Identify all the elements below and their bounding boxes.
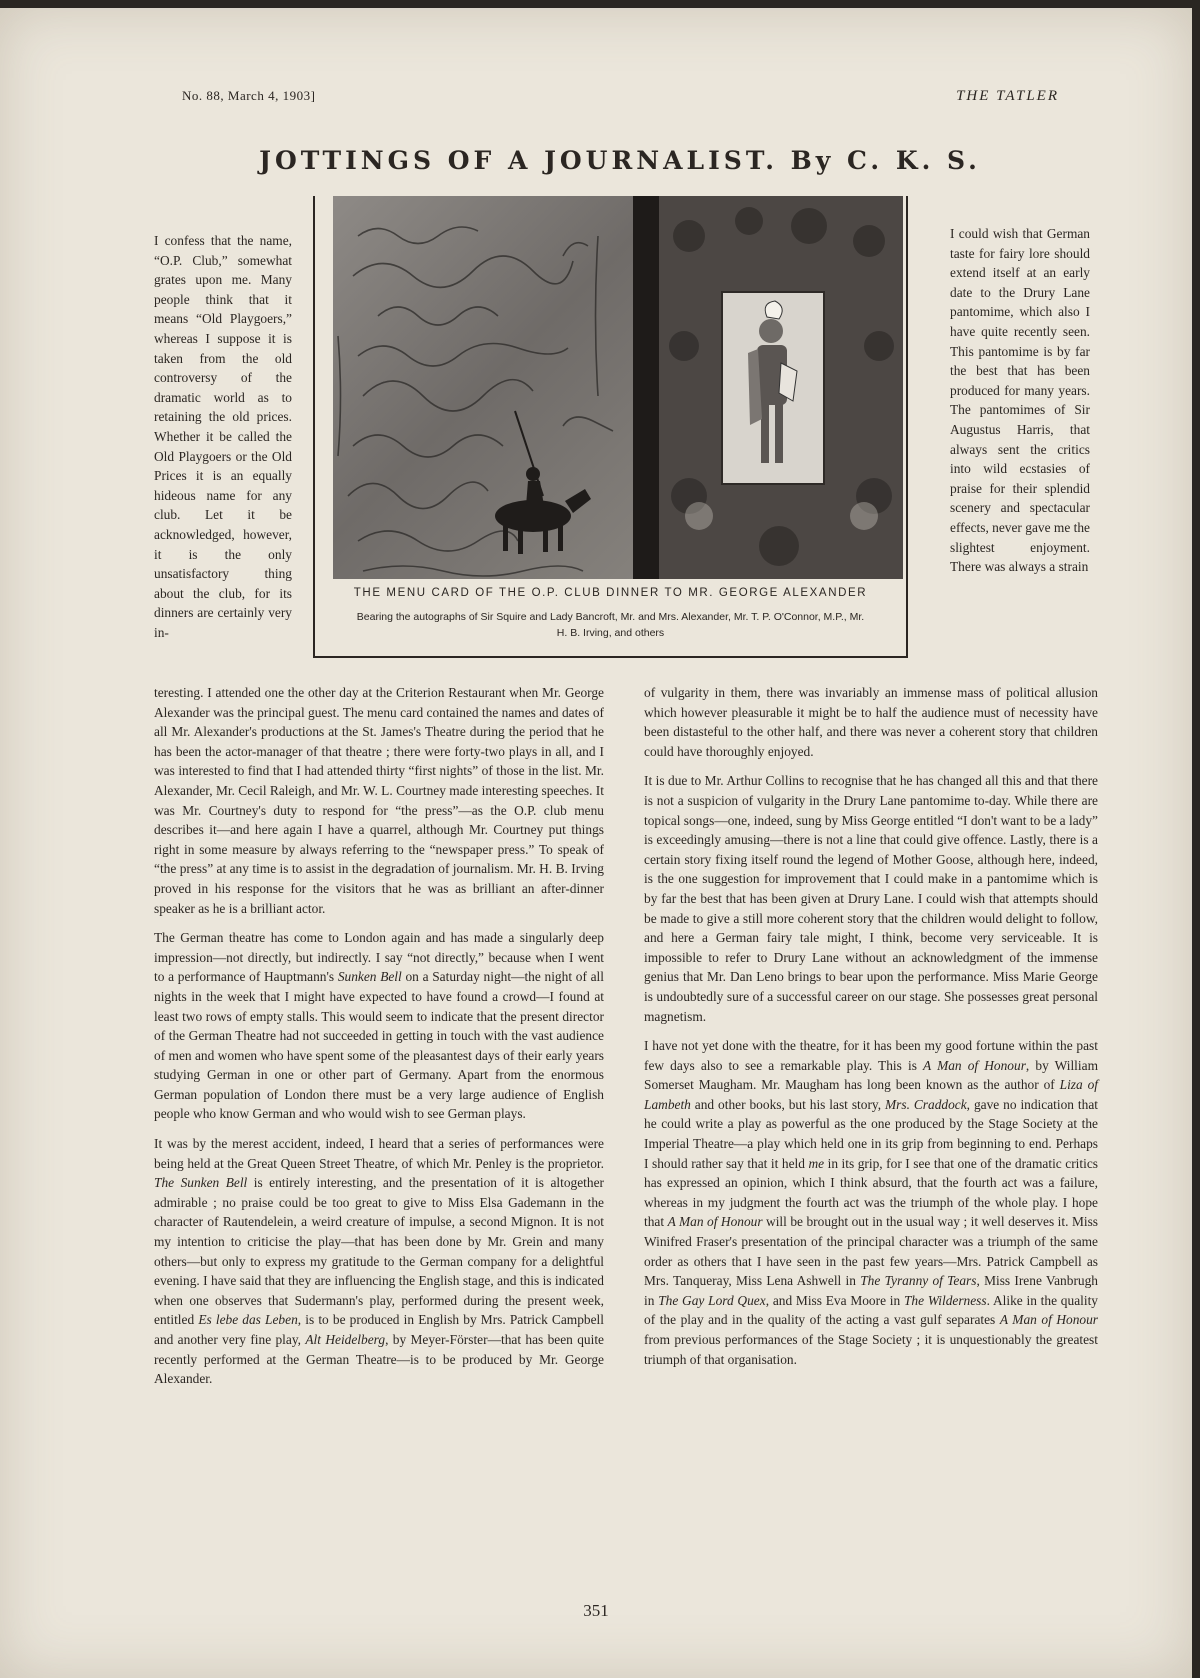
play-title: The Tyranny of Tears [860, 1273, 977, 1289]
article-title: JOTTINGS OF A JOURNALIST. By C. K. S. [259, 146, 981, 175]
book-title: Mrs. Craddock [885, 1096, 967, 1112]
column-left [154, 683, 604, 1399]
newspaper-page [0, 8, 1192, 1678]
figure-caption [315, 587, 906, 641]
play-title: A Man of Honour [923, 1057, 1026, 1073]
caption-title: THE MENU CARD OF THE O.P. CLUB DINNER TO MR. GEORGE ALEXANDER [353, 587, 868, 599]
play-title: A Man of Honour [667, 1214, 763, 1230]
play-title: The Wilderness [903, 1292, 987, 1308]
autograph-scribbles [333, 196, 633, 579]
menu-card-figure [313, 196, 908, 658]
play-title: Sunken Bell [337, 969, 402, 985]
knight-figure [723, 293, 823, 483]
play-title: A Man of Honour [999, 1312, 1098, 1328]
paragraph: The German theatre has come to London again and has made a singularly deep impression—not directly, but indirectly. I say “not directly,” because when I went to a performance of Hauptmann's Sunken Bell on a Saturday night—the night of all nights in the week that I might have expected to have found a crowd—I found at least two rows of empty stalls. This would seem to indicate that the present director of the German Theatre had not succeeded in getting in touch with the vast audience of men and women who have spent some of the pleasantest days of their early years studying German in one or other part of Germany. Apart from the enormous German population of London there must be a very large audience of English people who know German and who would wish to see German plays. [154, 930, 604, 1122]
illustrated-card [659, 196, 903, 579]
page-header [182, 88, 1059, 105]
paragraph: of vulgarity in them, there was invariably an immense mass of political allusion which however pleasurable it might be to half the audience must of necessity have been distasteful to the other half, and there was never a coherent story that children could have thoroughly enjoyed. [644, 685, 1098, 759]
column-right [644, 683, 1098, 1379]
paragraph: It was by the merest accident, indeed, I heard that a series of performances were being held at the Great Queen Street Theatre, of which Mr. Penley is the proprietor. The Sunken Bell is entirely interesting, and the presentation of it is altogether admirable ; no praise could be too great to give to Miss Elsa Gademann in the character of Rautendelein, a weird creature of impulse, a second Mignon. It is not my intention to criticise the play—that has been done by Mr. Grein and many others—but only to express my gratitude to the German company for a delightful evening. I have said that they are influencing the English stage, and this is indicated when one observes that Sudermann's play, performed during the present week, entitled Es lebe das Leben, is to be produced in English by Mrs. Patrick Campbell and another very fine play, Alt Heidelberg, by Meyer-Förster—that has been quite recently performed at the German Theatre—is to be produced by Mr. George Alexander. [154, 1136, 604, 1387]
play-title: Es lebe das Leben [198, 1312, 298, 1328]
play-title: The Gay Lord Quex [658, 1292, 766, 1308]
ribbon-band [633, 196, 659, 579]
paragraph: I confess that the name, “O.P. Club,” somewhat grates upon me. Many people think that it means “Old Playgoers,” whereas I suppose it is taken from the old controversy of the dramatic world as to retaining the old prices. Whether it be called the Old Playgoers or the Old Prices it is an equally hideous name for any club. Let it be acknowledged, however, it is the only unsatisfactory thing about the club, for its dinners are certainly very in- [154, 233, 292, 640]
column-top-left [154, 231, 292, 652]
publication-name: THE TATLER [956, 88, 1059, 104]
knight-illustration-panel [721, 291, 825, 485]
emphasis: me [808, 1155, 825, 1171]
book-title: Liza of Lambeth [644, 1077, 1098, 1112]
autograph-photo [333, 196, 633, 579]
paragraph: I have not yet done with the theatre, for it has been my good fortune within the past few days also to see a remarkable play. This is A Man of Honour, by William Somerset Maugham. Mr. Maugham has long been known as the author of Liza of Lambeth and other books, but his last story, Mrs. Craddock, gave no indication that he could write a play as powerful as the one produced by the Stage Society at the Imperial Theatre—a play which held one in its grip from beginning to end. Perhaps I should rather say that it held me in its grip, for I see that one of the dramatic critics has expressed an opinion, which I think absurd, that the fourth act was a failure, whereas in my judgment the fourth act was the triumph of the whole play. I hope that A Man of Honour will be brought out in the usual way ; it well deserves it. Miss Winifred Fraser's presentation of the principal character was a triumph of the same order as others that I have seen in the past few years—Mrs. Patrick Campbell as Mrs. Tanqueray, Miss Lena Ashwell in The Tyranny of Tears, Miss Irene Vanbrugh in The Gay Lord Quex, and Miss Eva Moore in The Wilderness. Alike in the quality of the play and in the quality of the acting a vast gulf separates A Man of Honour from previous performances of the Stage Society ; it is unquestionably the greatest triumph of that organisation. [644, 1038, 1099, 1367]
page-number: 351 [583, 1601, 609, 1620]
paragraph: I could wish that German taste for fairy lore should extend itself at an early date to the Drury Lane pantomime, which also I have quite recently seen. This pantomime is by far the best that has been produced for many years. The pantomimes of Sir Augustus Harris, that always sent the critics into wild ecstasies of praise for their splendid scenery and spectacular effects, never gave me the slightest enjoyment. There was always a strain [950, 226, 1090, 575]
issue-line: No. 88, March 4, 1903] [182, 88, 316, 103]
play-title: The Sunken Bell [154, 1175, 248, 1191]
paragraph: It is due to Mr. Arthur Collins to recognise that he has changed all this and that there is not a suspicion of vulgarity in the Drury Lane pantomime to-day. While there are topical songs—one, indeed, sung by Miss George entitled “I don't want to be a lady” is exceedingly amusing—there is not a line that could give offence. Lastly, there is a certain story fixing itself round the legend of Mother Goose, although here, indeed, is the one suggestion for improvement that I could make in a pantomime which is by far the best that has been given at Drury Lane. I could wish that attempts should be made to give a still more coherent story that the children would delight to follow, and here a German fairy tale might, I think, become very serviceable. It is impossible to refer to Drury Lane without an acknowledgment of the immense genius that Mr. Dan Leno brings to bear upon the performance. Miss Marie George is undoubtedly sure of a successful career on our stage. She possesses great personal magnetism. [644, 773, 1098, 1024]
column-top-right [950, 224, 1090, 587]
caption-subtitle: Bearing the autographs of Sir Squire and Lady Bancroft, Mr. and Mrs. Alexander, Mr. T. P. O'Connor, M.P., Mr. H. B. Irving, and others [356, 611, 865, 639]
horse-rider-sketch [495, 467, 591, 554]
paragraph: teresting. I attended one the other day at the Criterion Restaurant when Mr. George Alexander was the principal guest. The menu card contained the names and dates of all Mr. Alexander's productions at the St. James's Theatre during the period that he has been the actor-manager of that theatre ; there were forty-two plays in all, and I was interested to find that I had attended thirty “first nights” of those in the list. Mr. Alexander, Mr. Cecil Raleigh, and Mr. W. L. Courtney made interesting speeches. It was Mr. Courtney's duty to respond for “the press”—as the O.P. club menu describes it—and here again I have a quarrel, although Mr. Courtney put things right in some measure by always referring to the “newspaper press.” To speak of “the press” at any time is to assist in the degradation of journalism. Mr. H. B. Irving proved in his response for the visitors that he was as brilliant an after-dinner speaker as he is a brilliant actor. [154, 685, 604, 916]
play-title: Alt Heidelberg [305, 1332, 386, 1347]
